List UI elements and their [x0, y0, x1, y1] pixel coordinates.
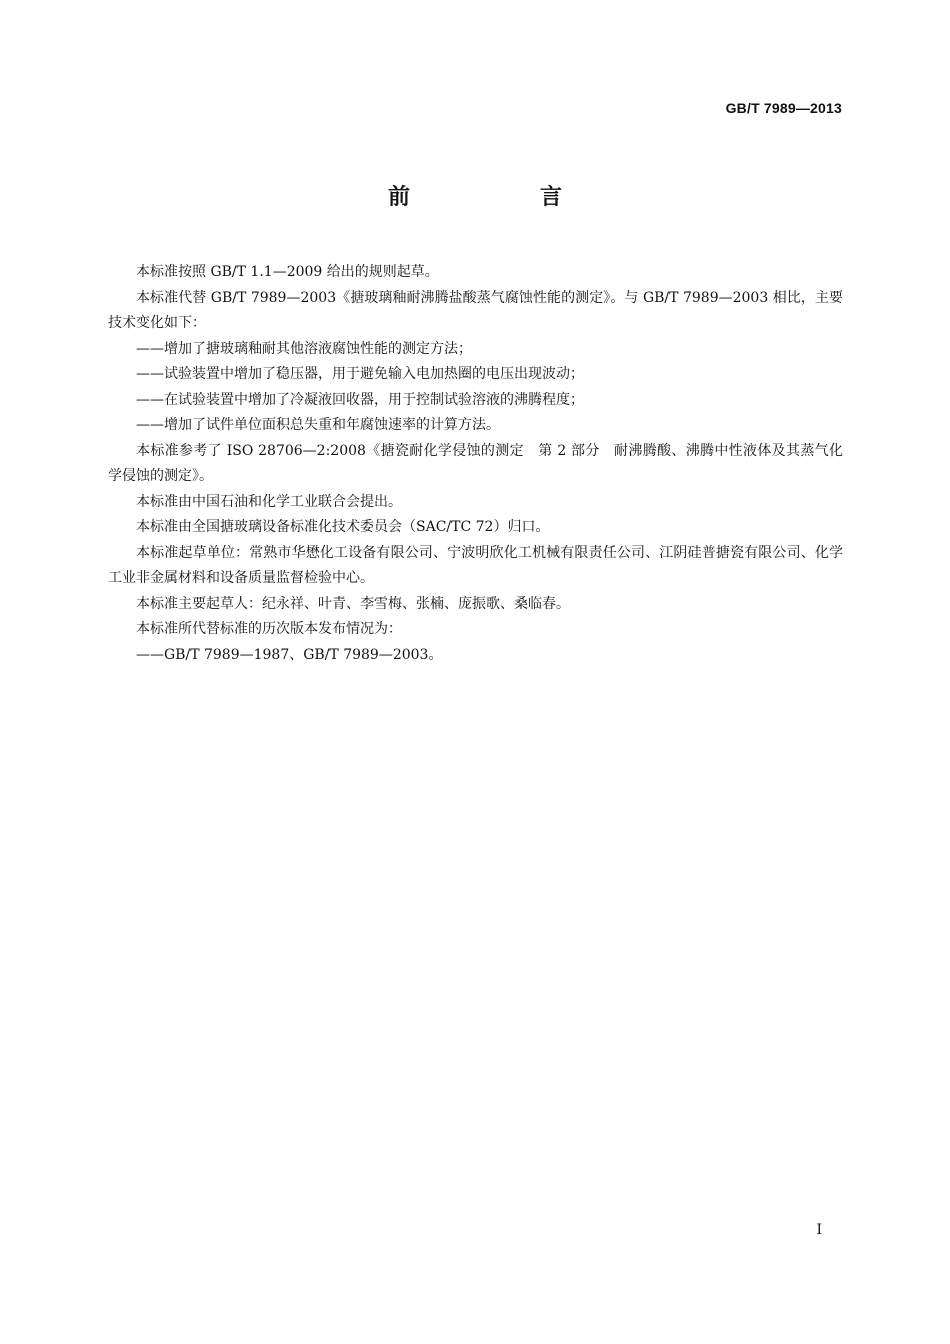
list-item-change-4: ——增加了试件单位面积总失重和年腐蚀速率的计算方法。: [136, 417, 500, 433]
paragraph-drafters: 本标准主要起草人：纪永祥、叶青、李雪梅、张楠、庞振歌、桑临春。: [136, 595, 570, 612]
paragraph-drafting-units: 本标准起草单位：常熟市华懋化工设备有限公司、宁波明欣化工机械有限责任公司、江阴硅普搪瓷有限公司、化学工业非金属材料和设备质量监督检验中心。: [108, 544, 843, 586]
page-number: I: [816, 1222, 822, 1238]
paragraph-replaces: 本标准代替 GB/T 7989—2003《搪玻璃釉耐沸腾盐酸蒸气腐蚀性能的测定》。与 GB/T 7989—2003 相比，主要技术变化如下：: [108, 289, 843, 331]
list-item-previous-edition: ——GB/T 7989—1987、GB/T 7989—2003。: [136, 646, 443, 663]
list-item-change-3: ——在试验装置中增加了冷凝液回收器，用于控制试验溶液的沸腾程度；: [136, 391, 584, 408]
paragraph-governed-by: 本标准由全国搪玻璃设备标准化技术委员会（SAC/TC 72）归口。: [136, 519, 550, 535]
foreword-body: [108, 260, 843, 668]
list-item-change-1: ——增加了搪玻璃釉耐其他溶液腐蚀性能的测定方法；: [136, 340, 472, 357]
page-title: 前 言: [387, 185, 616, 210]
paragraph-reference: 本标准参考了 ISO 28706—2:2008《搪瓷耐化学侵蚀的测定 第 2 部分 耐沸腾酸、沸腾中性液体及其蒸气化学侵蚀的测定》。: [108, 442, 843, 484]
paragraph-proposed-by: 本标准由中国石油和化学工业联合会提出。: [136, 493, 402, 510]
standard-code: GB/T 7989—2013: [725, 100, 842, 116]
paragraph-drafting-rules: 本标准按照 GB/T 1.1—2009 给出的规则起草。: [136, 264, 439, 280]
list-item-change-2: ——试验装置中增加了稳压器，用于避免输入电加热圈的电压出现波动；: [136, 366, 584, 382]
paragraph-previous-editions: 本标准所代替标准的历次版本发布情况为：: [136, 621, 402, 637]
